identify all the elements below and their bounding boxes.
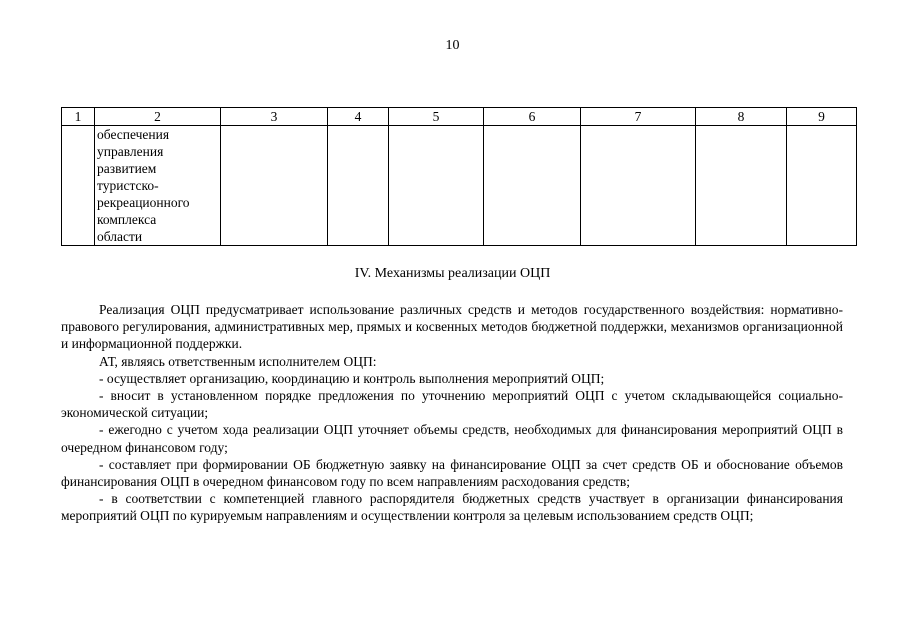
table-header-cell: 5 xyxy=(389,108,484,126)
table-cell xyxy=(787,126,857,246)
table-cell-description: обеспечения управления развитием туристско- рекреационного комплекса области xyxy=(95,126,221,246)
table-header-cell: 4 xyxy=(328,108,389,126)
paragraph: АТ, являясь ответственным исполнителем ОЦП: xyxy=(99,353,377,369)
list-item: - составляет при формировании ОБ бюджетную заявку на финансирование ОЦП за счет средств ОБ и обоснование объемов финансирования ОЦП в очередном финансовом году по всем направлениям расходования средств; xyxy=(61,456,843,490)
table-cell xyxy=(221,126,328,246)
list-item: - вносит в установленном порядке предложения по уточнению мероприятий ОЦП с учетом складывающейся социально-экономической ситуации; xyxy=(61,388,843,421)
table-cell xyxy=(484,126,581,246)
table-header-cell: 9 xyxy=(787,108,857,126)
list-item: - в соответствии с компетенцией главного распорядителя бюджетных средств участвует в организации финансирования мероприятий ОЦП по курируемым направлениям и осуществлении контроля за целевым использованием средств ОЦП; xyxy=(61,491,843,524)
list-item: - ежегодно с учетом хода реализации ОЦП уточняет объемы средств, необходимых для финансирования мероприятий ОЦП в очередном финансовом году; xyxy=(61,422,843,455)
page-number: 10 xyxy=(445,38,460,53)
table-cell xyxy=(328,126,389,246)
continuation-table xyxy=(61,107,857,246)
table-header-cell: 6 xyxy=(484,108,581,126)
table-header-cell: 2 xyxy=(95,108,221,126)
table-header-cell: 8 xyxy=(696,108,787,126)
table-row xyxy=(62,126,857,246)
table-header-cell: 7 xyxy=(581,108,696,126)
list-item: - осуществляет организацию, координацию и контроль выполнения мероприятий ОЦП; xyxy=(99,370,605,386)
table-cell xyxy=(62,126,95,246)
table-header-row xyxy=(62,108,857,126)
body-text xyxy=(61,301,843,525)
table-header-cell: 3 xyxy=(221,108,328,126)
section-title: IV. Механизмы реализации ОЦП xyxy=(354,266,551,281)
paragraph: Реализация ОЦП предусматривает использование различных средств и методов государственного воздействия: нормативно-правового регулирования, административных мер, прямых и косвенных методов бюджетной поддержки, механизмов организационной и информационной поддержки. xyxy=(61,302,843,352)
table-header-cell: 1 xyxy=(62,108,95,126)
table-cell xyxy=(389,126,484,246)
table-cell xyxy=(696,126,787,246)
table-cell xyxy=(581,126,696,246)
